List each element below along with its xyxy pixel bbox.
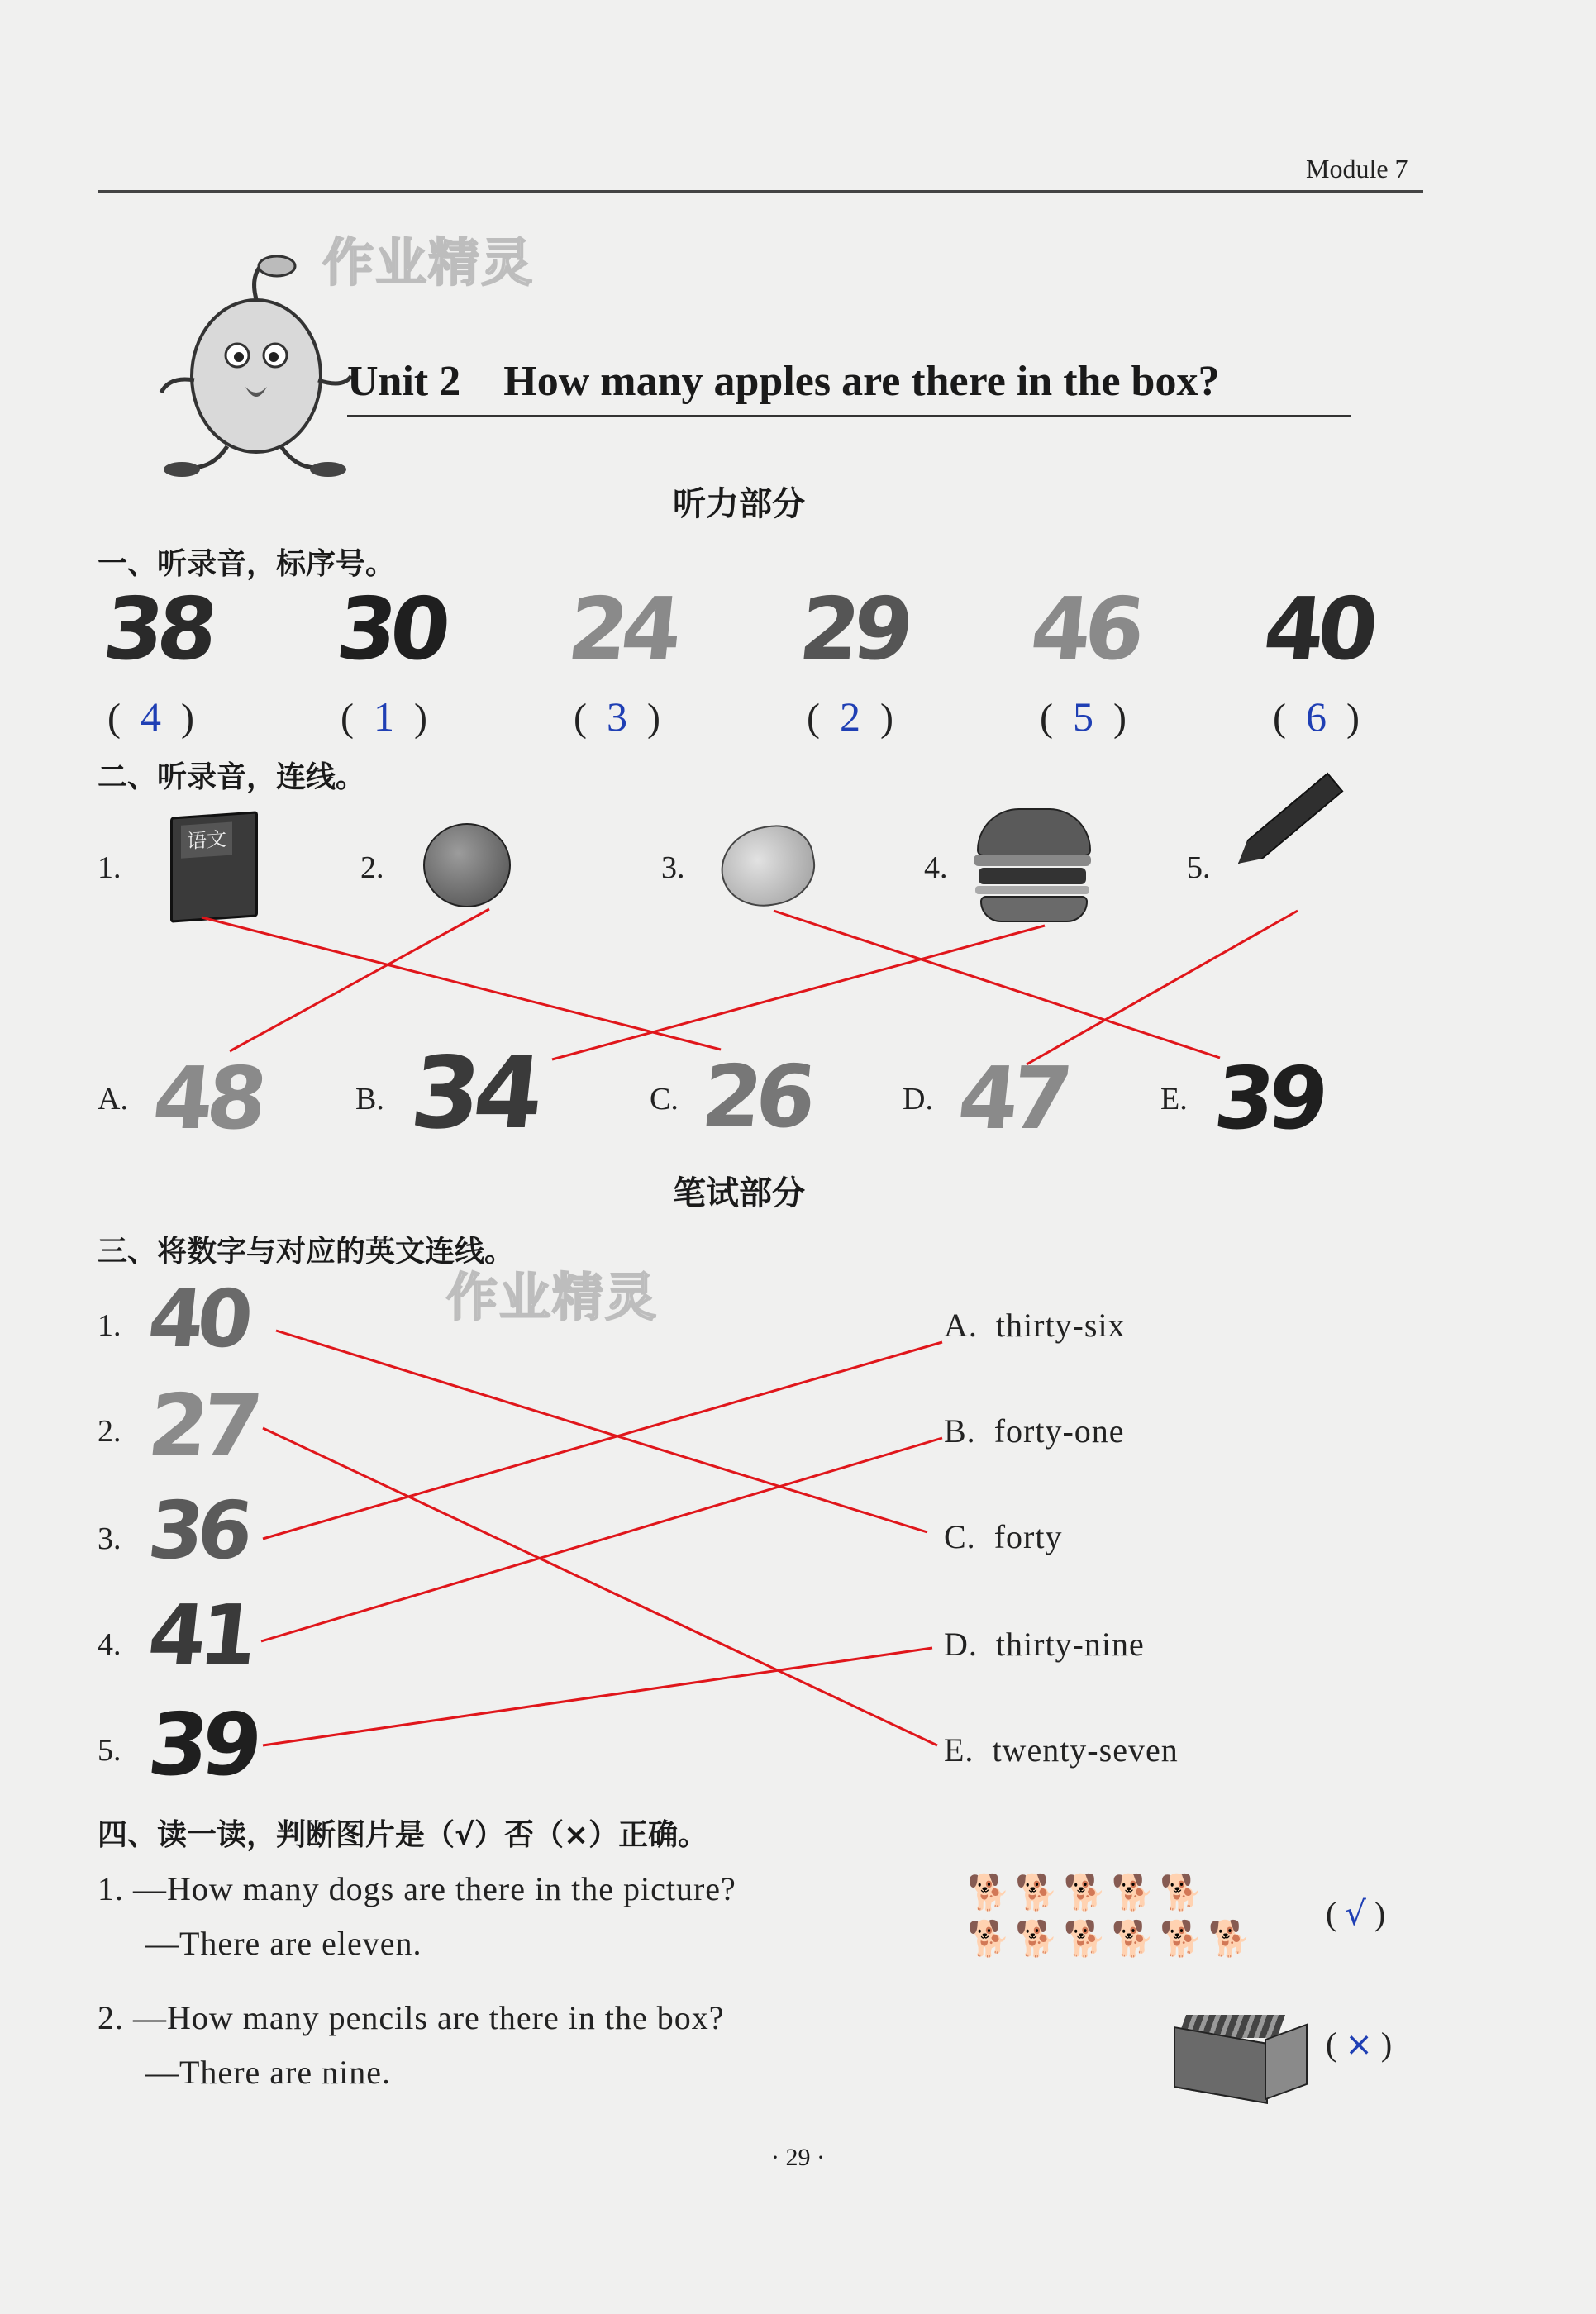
q3-word-e <box>944 1731 1179 1769</box>
q3-word-d <box>944 1625 1145 1664</box>
q1-number-6: 40 <box>1259 578 1377 679</box>
writing-heading: 笔试部分 <box>673 1174 805 1212</box>
q1-answer-4: ( 2 ) <box>807 693 893 740</box>
q1-label: 一、听录音，标序号。 <box>98 547 396 581</box>
q4-item-1-reply: —There are eleven. <box>145 1925 422 1962</box>
q1-answer-4-value: 2 <box>839 693 860 740</box>
q2-letter-a: A. <box>98 1082 128 1117</box>
q3-word-c-letter: C. <box>944 1518 976 1555</box>
q3-word-e-letter: E. <box>944 1731 974 1769</box>
q3-number-1: 40 <box>144 1273 251 1365</box>
q1-answer-5: ( 5 ) <box>1040 693 1127 740</box>
q4-item-2-index: 2. <box>98 1999 124 2036</box>
q2-number-d: 47 <box>953 1048 1071 1149</box>
q3-index-3: 3. <box>98 1521 121 1556</box>
q1-answer-1-value: 4 <box>140 693 161 740</box>
dogs-icon: 🐕🐕🐕🐕🐕 🐕🐕🐕🐕🐕🐕 <box>967 1872 1256 1959</box>
q2-number-a: 48 <box>148 1048 266 1149</box>
q3-word-a-text: thirty-six <box>995 1307 1126 1344</box>
unit-title-text: How many apples are there in the box? <box>503 358 1220 405</box>
q3-word-c-text: forty <box>993 1518 1063 1555</box>
q1-answer-6: ( 6 ) <box>1273 693 1360 740</box>
q1-answer-1: ( 4 ) <box>107 693 194 740</box>
q3-word-b <box>944 1412 1125 1450</box>
q2-picture-index-1: 1. <box>98 850 121 885</box>
q1-number-2: 30 <box>331 578 450 679</box>
orange-icon <box>423 823 511 907</box>
q1-answer-3-value: 3 <box>606 693 627 740</box>
listening-heading: 听力部分 <box>673 485 805 523</box>
q2-label: 二、听录音，连线。 <box>98 760 366 794</box>
watermark-top: 作业精灵 <box>322 232 535 293</box>
q1-number-3: 24 <box>563 578 681 679</box>
q4-item-2-reply: —There are nine. <box>145 2054 391 2091</box>
q4-item-2-question-text: —How many pencils are there in the box? <box>133 1999 725 2036</box>
hamburger-icon <box>974 808 1091 921</box>
q3-word-b-letter: B. <box>944 1412 976 1450</box>
q1-number-1: 38 <box>98 578 217 679</box>
q4-label: 四、读一读，判断图片是（√）否（×）正确。 <box>98 1818 708 1852</box>
page-number: · 29 · <box>771 2144 825 2171</box>
q1-number-5: 46 <box>1026 578 1144 679</box>
q4-item-2-mark-value: × <box>1345 2026 1373 2064</box>
q4-item-2-question <box>98 1998 724 2037</box>
q2-picture-index-5: 5. <box>1187 850 1211 885</box>
q2-picture-index-2: 2. <box>360 850 384 885</box>
q2-number-e: 39 <box>1209 1048 1327 1149</box>
q3-word-a-letter: A. <box>944 1307 978 1344</box>
q4-item-1-question <box>98 1869 736 1908</box>
q3-number-2: 27 <box>143 1375 261 1476</box>
title-underline <box>347 415 1351 417</box>
q1-answer-3: ( 3 ) <box>574 693 660 740</box>
q3-index-4: 4. <box>98 1627 121 1662</box>
q3-word-c <box>944 1517 1062 1556</box>
q1-answer-6-value: 6 <box>1305 693 1327 740</box>
q4-item-2-mark: ( × ) <box>1326 2026 1393 2064</box>
q4-item-1-mark-value: √ <box>1345 1895 1366 1933</box>
module-label: Module 7 <box>1306 154 1408 183</box>
book-cover-text: 语文 <box>181 821 232 858</box>
unit-title <box>347 357 1219 406</box>
q1-answer-2-value: 1 <box>373 693 394 740</box>
q3-number-4: 41 <box>143 1587 256 1683</box>
header-rule <box>98 190 1423 193</box>
q2-letter-c: C. <box>650 1082 679 1117</box>
book-icon <box>170 811 258 922</box>
watermark-middle: 作业精灵 <box>446 1267 659 1327</box>
q2-letter-e: E. <box>1160 1082 1188 1117</box>
q4-item-1-question-text: —How many dogs are there in the picture? <box>133 1870 736 1907</box>
q2-picture-index-4: 4. <box>924 850 948 885</box>
q3-label: 三、将数字与对应的英文连线。 <box>98 1235 515 1269</box>
q4-item-1-index: 1. <box>98 1870 124 1907</box>
q3-index-1: 1. <box>98 1308 121 1343</box>
q3-word-a <box>944 1306 1126 1345</box>
q1-number-4: 29 <box>794 578 912 679</box>
q3-number-5: 39 <box>143 1694 261 1795</box>
q4-item-1-mark: ( √ ) <box>1326 1895 1386 1933</box>
q3-word-d-letter: D. <box>944 1626 978 1663</box>
q2-number-b: 34 <box>405 1036 543 1151</box>
q3-index-5: 5. <box>98 1733 121 1768</box>
q1-answer-2: ( 1 ) <box>341 693 427 740</box>
q2-number-c: 26 <box>697 1046 815 1147</box>
pencil-box-icon <box>1157 2007 1306 2097</box>
q3-word-e-text: twenty-seven <box>992 1731 1179 1769</box>
q2-picture-index-3: 3. <box>661 850 685 885</box>
q3-word-d-text: thirty-nine <box>995 1626 1145 1663</box>
q2-letter-b: B. <box>355 1082 384 1117</box>
q1-answer-5-value: 5 <box>1072 693 1093 740</box>
q2-letter-d: D. <box>903 1082 933 1117</box>
unit-number: Unit 2 <box>347 358 461 405</box>
q3-number-3: 36 <box>144 1484 251 1577</box>
q3-index-2: 2. <box>98 1414 121 1449</box>
q3-word-b-text: forty-one <box>993 1412 1125 1450</box>
